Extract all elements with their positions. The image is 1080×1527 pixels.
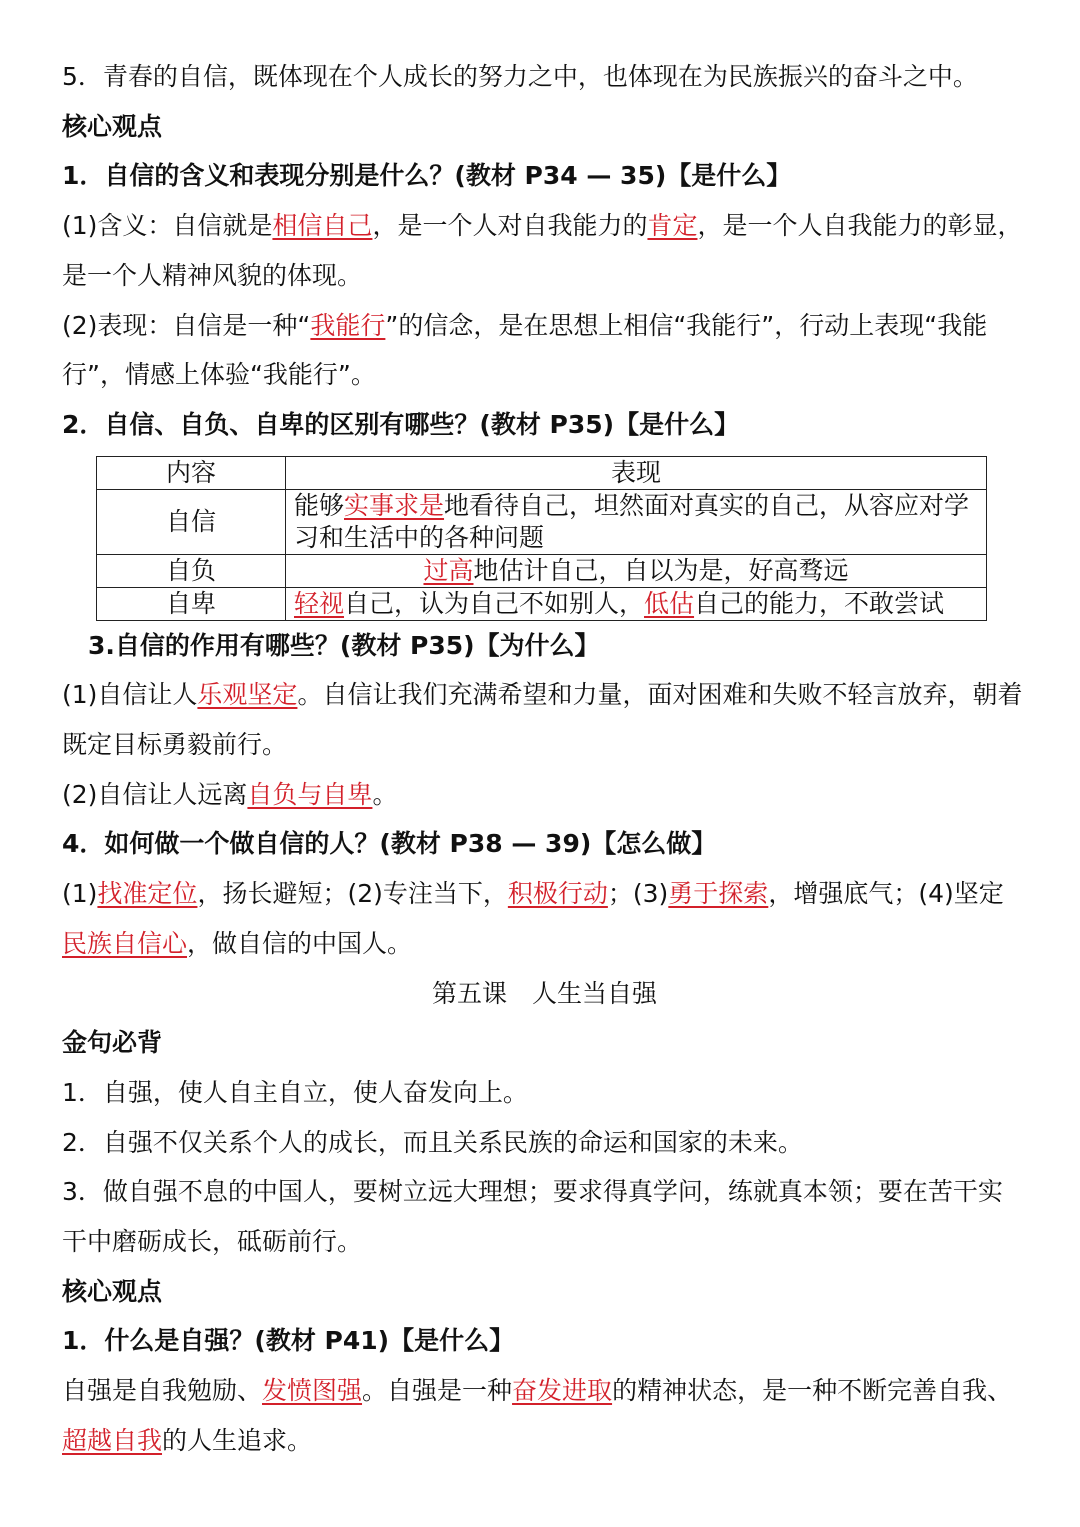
key-term: 实事求是 (344, 490, 445, 520)
text: 的精神状态，是一种不断完善自我、 (612, 1376, 1013, 1406)
table-cell-name: 自信 (97, 489, 286, 554)
section-heading: 核心观点 (62, 111, 163, 141)
text: 能够 (294, 490, 345, 520)
text: 自己，认为自己不如别人， (344, 588, 645, 618)
table-cell (286, 554, 987, 587)
key-term: 低估 (644, 588, 695, 618)
key-term: 找准定位 (97, 879, 198, 909)
text: ，做自信的中国人。 (187, 928, 413, 958)
text: 自己的能力，不敢尝试 (694, 588, 945, 618)
text: ，增强底气；(4)坚定 (768, 879, 1004, 909)
text: (2)自信让人远离 (62, 779, 248, 809)
section-heading: 金句必背 (62, 1028, 163, 1058)
table-row (97, 554, 987, 587)
key-term: 肯定 (647, 211, 698, 241)
table-header: 内容 (97, 456, 286, 489)
table-cell-name: 自卑 (97, 587, 286, 620)
paragraph: 1．自强，使人自主自立，使人奋发向上。 (62, 1077, 528, 1107)
text: 地估计自己，自以为是，好高骛远 (473, 555, 849, 585)
table-cell-name: 自负 (97, 554, 286, 587)
text: ，是一个人自我能力的彰显，是一个人精神风貌的体现。 (62, 211, 1023, 290)
question-heading: 4．如何做一个做自信的人？(教材 P38 — 39)【怎么做】 (62, 829, 717, 859)
paragraph (62, 201, 1027, 300)
question-heading: 3.自信的作用有哪些？(教材 P35)【为什么】 (88, 630, 600, 660)
table-cell (286, 489, 987, 554)
text: 的人生追求。 (162, 1425, 313, 1455)
key-term: 超越自我 (62, 1425, 163, 1455)
text: (2)表现：自信是一种“ (62, 310, 311, 340)
key-term: 轻视 (294, 588, 345, 618)
document-page (62, 52, 1027, 1466)
key-term: 勇于探索 (668, 879, 769, 909)
key-term: 民族自信心 (62, 928, 188, 958)
text: (1)自信让人 (62, 680, 198, 710)
key-term: 奋发进取 (512, 1376, 613, 1406)
key-term: 乐观坚定 (197, 680, 298, 710)
paragraph (62, 770, 1027, 820)
text: 。自信让我们充满希望和力量，面对困难和失败不轻言放弃，朝着既定目标勇毅前行。 (62, 680, 1023, 760)
lesson-title: 第五课 人生当自强 (431, 978, 657, 1008)
section-heading: 核心观点 (62, 1276, 163, 1306)
table-header: 表现 (286, 456, 987, 489)
key-term: 积极行动 (507, 879, 608, 909)
paragraph (62, 301, 1027, 400)
key-term: 自负与自卑 (247, 779, 373, 809)
question-heading: 1．自信的含义和表现分别是什么？(教材 P34 — 35)【是什么】 (62, 161, 792, 191)
paragraph (62, 1366, 1027, 1465)
paragraph: 5．青春的自信，既体现在个人成长的努力之中，也体现在为民族振兴的奋斗之中。 (62, 62, 978, 91)
text: ；(3) (607, 879, 669, 909)
text: ，扬长避短；(2)专注当下， (197, 879, 508, 909)
text: ”的信念，是在思想上相信“我能行”，行动上表现“我能行”，情感上体验“我能行”。 (62, 310, 988, 390)
table-row (97, 489, 987, 554)
text: (1)含义：自信就是 (62, 211, 273, 241)
key-term: 过高 (423, 555, 474, 585)
text: 地看待自己，坦然面对真实的自己，从容应对学习和生活中的各种问题 (294, 490, 970, 552)
paragraph: 3．做自强不息的中国人，要树立远大理想；要求得真学问，练就真本领；要在苦干实干中磨砺成长，砥砺前行。 (62, 1177, 1003, 1257)
paragraph: 2．自强不仅关系个人的成长，而且关系民族的命运和国家的未来。 (62, 1127, 803, 1157)
key-term: 我能行 (310, 310, 386, 340)
table-cell (286, 587, 987, 620)
text: (1) (62, 879, 98, 909)
paragraph (62, 869, 1027, 968)
text: ，是一个人对自我能力的 (372, 211, 648, 241)
text: 自强是自我勉励、 (62, 1376, 263, 1406)
key-term: 相信自己 (272, 211, 373, 241)
table-header-row (97, 456, 987, 489)
text: 。自强是一种 (362, 1376, 513, 1406)
question-heading: 2．自信、自负、自卑的区别有哪些？(教材 P35)【是什么】 (62, 409, 740, 439)
key-term: 发愤图强 (262, 1376, 363, 1406)
paragraph (62, 670, 1027, 769)
comparison-table (96, 456, 987, 621)
text: 。 (372, 779, 398, 809)
question-heading: 1．什么是自强？(教材 P41)【是什么】 (62, 1326, 515, 1356)
table-row (97, 587, 987, 620)
